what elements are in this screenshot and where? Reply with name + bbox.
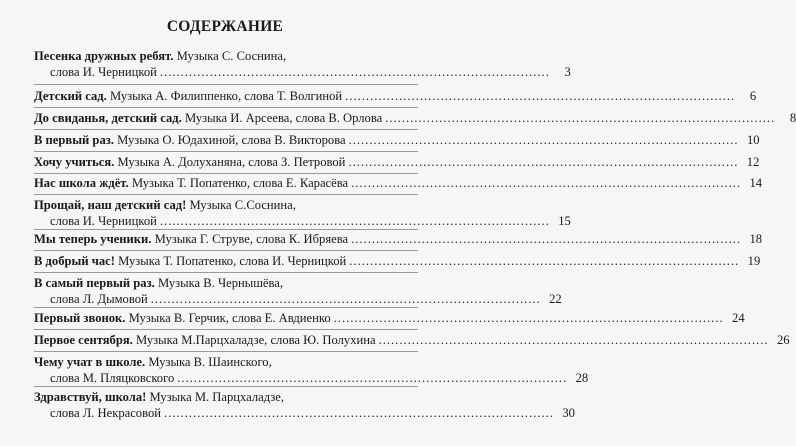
page-number: 24	[732, 311, 745, 325]
song-title: До свиданья, детский сад.	[34, 111, 182, 125]
song-title: Хочу учиться.	[34, 155, 115, 169]
page-number: 22	[549, 292, 562, 306]
song-credits-line2: слова Л. Дымовой	[50, 292, 148, 306]
page-number: 3	[564, 65, 571, 79]
toc-entry	[34, 332, 790, 348]
toc-entry	[34, 310, 745, 326]
leader-dots: ..............................................................................................	[348, 155, 739, 169]
song-credits: Музыка О. Юдахиной, слова В. Викторова	[117, 133, 346, 147]
song-credits: Музыка Т. Попатенко, слова Е. Карасёва	[131, 176, 349, 190]
page-number: 15	[558, 214, 571, 228]
song-credits: Музыка Г. Струве, слова К. Ибряева	[154, 232, 349, 246]
song-title: Первый звонок.	[34, 311, 126, 325]
toc-entry	[34, 48, 571, 80]
song-title: Песенка дружных ребят.	[34, 49, 174, 63]
song-title: Первое сентября.	[34, 333, 133, 347]
leader-dots: ..............................................................................................	[349, 254, 740, 268]
toc-entry	[34, 110, 796, 126]
leader-dots: ..............................................................................................	[177, 371, 568, 385]
song-title: Детский сад.	[34, 89, 107, 103]
toc-entry	[34, 253, 761, 269]
song-credits: Музыка Т. Попатенко, слова И. Черницкой	[118, 254, 347, 268]
divider	[34, 107, 418, 108]
page-title: СОДЕРЖАНИЕ	[166, 18, 284, 35]
song-credits: Музыка С.Соснина,	[189, 198, 296, 212]
toc-entry	[34, 197, 571, 229]
song-credits: Музыка М.Парцхаладзе, слова Ю. Полухина	[135, 333, 376, 347]
leader-dots: ..............................................................................................	[164, 406, 554, 420]
leader-dots: ..............................................................................................	[150, 292, 541, 306]
song-title: Здравствуй, школа!	[34, 390, 147, 404]
page-number: 14	[749, 176, 763, 190]
leader-dots: ..............................................................................................	[351, 176, 742, 190]
song-credits-line2: слова Л. Некрасовой	[50, 406, 162, 420]
leader-dots: ..............................................................................................	[351, 232, 742, 246]
song-credits-line2: слова М. Пляцковского	[50, 371, 175, 385]
toc-entry	[34, 88, 757, 104]
song-title: Мы теперь ученики.	[34, 232, 152, 246]
song-title: В добрый час!	[34, 254, 115, 268]
song-credits-line2: слова И. Черницкой	[50, 65, 157, 79]
page-number: 19	[747, 254, 761, 268]
divider	[34, 173, 418, 174]
song-credits: Музыка М. Парцхаладзе,	[149, 390, 285, 404]
divider	[34, 307, 418, 308]
song-credits: Музыка С. Соснина,	[176, 49, 287, 63]
toc-entry	[34, 132, 760, 148]
song-title: Прощай, наш детский сад!	[34, 198, 187, 212]
toc-entry	[34, 154, 760, 170]
leader-dots: ..............................................................................................	[348, 133, 739, 147]
divider	[34, 250, 418, 251]
song-title: В первый раз.	[34, 133, 114, 147]
page-number: 30	[562, 406, 575, 420]
divider	[34, 194, 418, 195]
divider	[34, 151, 418, 152]
song-credits-line2: слова И. Черницкой	[50, 214, 157, 228]
page-number: 8	[789, 111, 796, 125]
divider	[34, 386, 418, 387]
song-credits: Музыка А. Долуханяна, слова З. Петровой	[117, 155, 346, 169]
leader-dots: ..............................................................................................	[378, 333, 769, 347]
divider	[34, 272, 418, 273]
song-credits: Музыка И. Арсеева, слова В. Орлова	[184, 111, 383, 125]
toc-entry	[34, 175, 763, 191]
song-credits: Музыка В. Чернышёва,	[157, 276, 284, 290]
leader-dots: ..............................................................................................	[159, 65, 550, 79]
divider	[34, 351, 418, 352]
toc-entry	[34, 389, 575, 421]
page-number: 6	[749, 89, 757, 103]
toc-entry	[34, 354, 589, 386]
page-number: 26	[776, 333, 790, 347]
divider	[34, 329, 418, 330]
song-credits: Музыка В. Шаинского,	[148, 355, 272, 369]
leader-dots: ..............................................................................................	[345, 89, 736, 103]
page-number: 28	[575, 371, 589, 385]
song-title: Нас школа ждёт.	[34, 176, 129, 190]
leader-dots: ..............................................................................................	[385, 111, 776, 125]
toc-entry	[34, 231, 763, 247]
divider	[34, 129, 418, 130]
divider	[34, 229, 418, 230]
page-number: 18	[749, 232, 763, 246]
leader-dots: ..............................................................................................	[333, 311, 724, 325]
song-title: Чему учат в школе.	[34, 355, 146, 369]
toc-entry	[34, 275, 562, 307]
page-number: 10	[746, 133, 760, 147]
song-title: В самый первый раз.	[34, 276, 155, 290]
leader-dots: ..............................................................................................	[159, 214, 550, 228]
song-credits: Музыка А. Филиппенко, слова Т. Волгиной	[109, 89, 343, 103]
page-number: 12	[746, 155, 760, 169]
divider	[34, 84, 418, 85]
song-credits: Музыка В. Герчик, слова Е. Авдиенко	[128, 311, 331, 325]
